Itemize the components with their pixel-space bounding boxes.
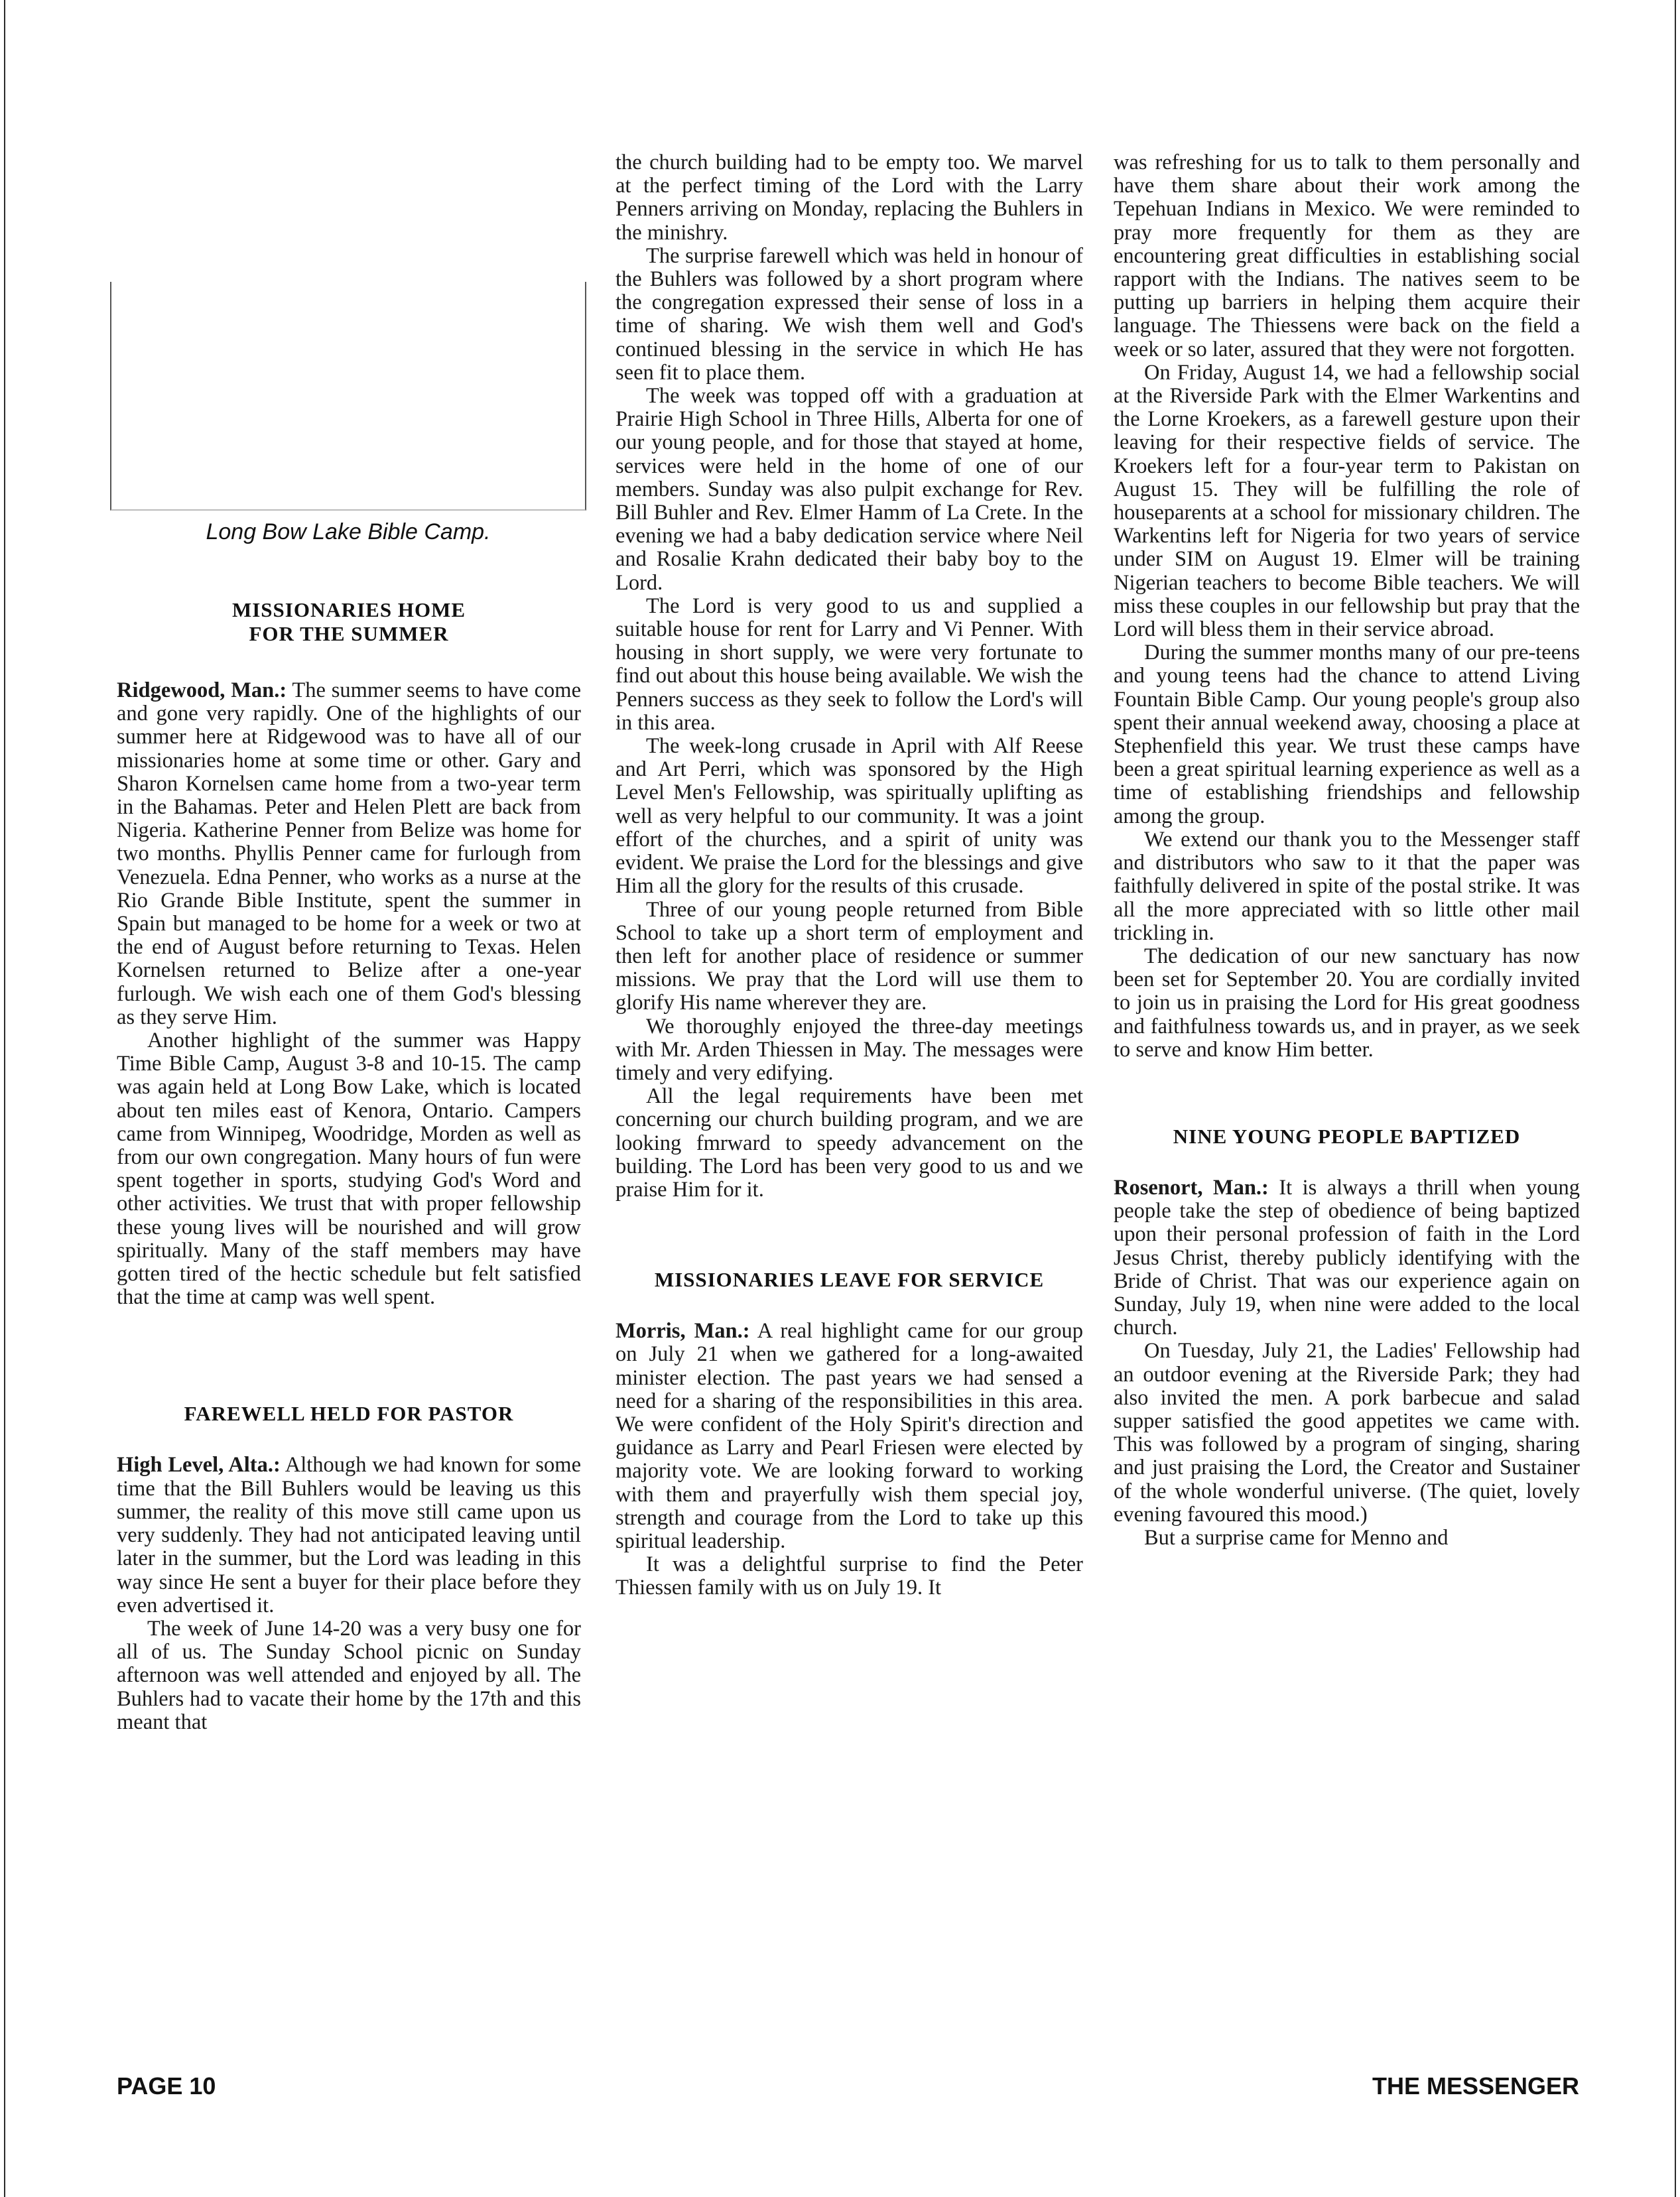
paragraph: The Lord is very good to us and supplied a suitable house for rent for Larry and Vi Penner. With housing in short supply, we were very fortunate to find out about this house being available. We wish the Penners success as they seek to follow the Lord's will in this area. [615, 594, 1083, 735]
page-edge-right [1675, 0, 1676, 2197]
headline-farewell-pastor: FAREWELL HELD FOR PASTOR [184, 1402, 514, 1426]
photo-caption: Long Bow Lake Bible Camp. [206, 519, 491, 544]
paragraph: The week of June 14-20 was a very busy one for all of us. The Sunday School picnic on Sunday afternoon was well attended and enjoyed by all. The Buhlers had to vacate their home by the 17th and this meant that [117, 1616, 581, 1734]
paragraph: the church building had to be empty too. We marvel at the perfect timing of the Lord with the Larry Penners arriving on Monday, replacing the Buhlers in the minishry. [615, 151, 1083, 245]
page-edge-left [4, 0, 5, 2197]
paragraph: Three of our young people returned from Bible School to take up a short term of employment and then left for another place of residence or summer missions. We pray that the Lord will use them to glorify His name wherever they are. [615, 897, 1083, 1015]
publication-name: THE MESSENGER [1372, 2072, 1579, 2100]
paragraph: All the legal requirements have been met concerning our church building program, and we are looking fmrward to speedy advancement on the building. The Lord has been very good to us and we praise Him for it. [615, 1084, 1083, 1202]
paragraph: The week was topped off with a graduation at Prairie High School in Three Hills, Alberta for one of our young people, and for those that stayed at home, services were held in the home of one of our members. Sunday was also pulpit exchange for Rev. Bill Buhler and Rev. Elmer Hamm of La Crete. In the evening we had a baby dedication service where Neil and Rosalie Krahn dedicated their baby boy to the Lord. [615, 384, 1083, 595]
dateline: Ridgewood, Man.: [117, 678, 287, 702]
paragraph: But a surprise came for Menno and [1144, 1525, 1449, 1550]
headline-young-people-baptized: NINE YOUNG PEOPLE BAPTIZED [1173, 1124, 1521, 1148]
paragraph: Morris, Man.: A real highlight came for our group on July 21 when we gathered for a long-awaited minister election. The past years we had sensed a need for a sharing of the responsibilities in this area. We were confident of the Holy Spirit's direction and guidance as Larry and Pearl Friesen were elected by majority vote. We are looking forward to working with them and prayerfully wish them special joy, strength and courage from the Lord to take up this spiritual leadership. [615, 1319, 1083, 1553]
paragraph: was refreshing for us to talk to them personally and have them share about their work among the Tepehuan Indians in Mexico. We were reminded to pray more frequently for them as they are encountering great difficulties in establishing social rapport with the Indians. The natives seem to be putting up barriers in helping them acquire their language. The Thiessens were back on the field a week or so later, assured that they were not forgotten. [1114, 151, 1580, 361]
paragraph: We extend our thank you to the Messenger staff and distributors who saw to it that the paper was faithfully delivered in spite of the postal strike. It was all the more appreciated with so little other mail trickling in. [1114, 827, 1580, 945]
headline-missionaries-home-line1: MISSIONARIES HOME [231, 598, 466, 621]
paragraph: During the summer months many of our pre-teens and young teens had the chance to attend Living Fountain Bible Camp. Our young people's group also spent their annual weekend away, choosing a place at Stephenfield this year. We trust these camps have been a great spiritual learning experience as well as a time of establishing friendships and fellowship among the group. [1114, 641, 1580, 828]
column-2 [615, 151, 1083, 1600]
paragraph: The surprise farewell which was held in honour of the Buhlers was followed by a short program where the congregation expressed their sense of loss in a time of sharing. We wish them well and God's continued blessing in the service in which He has seen fit to place them. [615, 243, 1083, 385]
paragraph: The dedication of our new sanctuary has now been set for September 20. You are cordially invited to join us in praising the Lord for His great goodness and faithfulness towards us, and in prayer, as we seek to serve and know Him better. [1114, 944, 1580, 1062]
paragraph: High Level, Alta.: Although we had known for some time that the Bill Buhlers would be leaving us this summer, the reality of this move still came upon us very suddenly. They had not anticipated leaving until later in the summer, but the Lord was leading in this way since He sent a buyer for their place before they even advertised it. [117, 1453, 581, 1617]
page-number: PAGE 10 [117, 2072, 216, 2100]
paragraph: Rosenort, Man.: It is always a thrill when young people take the step of obedience of being baptized upon their personal profession of faith in the Lord Jesus Christ, thereby publicly identifying with the Bride of Christ. That was our experience again on Sunday, July 19, when nine were added to the local church. [1114, 1175, 1580, 1340]
paragraph: Another highlight of the summer was Happy Time Bible Camp, August 3-8 and 10-15. The camp was again held at Long Bow Lake, which is located about ten miles east of Kenora, Ontario. Campers came from Winnipeg, Woodridge, Morden as well as from our own congregation. Many hours of fun were spent together in sports, studying God's Word and other activities. We trust that with proper fellowship these young lives will be nourished and will grow spiritually. Many of the staff members may have gotten tired of the hectic schedule but felt satisfied that the time at camp was well spent. [117, 1029, 581, 1310]
dateline: Morris, Man.: [615, 1319, 750, 1344]
dateline: Rosenort, Man.: [1114, 1175, 1269, 1200]
paragraph: On Friday, August 14, we had a fellowship social at the Riverside Park with the Elmer Warkentins and the Lorne Kroekers, as a farewell gesture upon their leaving for their respective fields of service. The Kroekers left for a four-year term to Pakistan on August 15. They will be fulfilling the role of houseparents at a school for missionary children. The Warkentins left for Nigeria for two years of service under SIM on August 19. Elmer will be training Nigerian teachers to become Bible teachers. We will miss these couples in our fellowship but pray that the Lord will bless them in their service abroad. [1114, 360, 1580, 642]
paragraph: We thoroughly enjoyed the three-day meetings with Mr. Arden Thiessen in May. The messages were timely and very edifying. [615, 1014, 1083, 1085]
paragraph: Ridgewood, Man.: The summer seems to have come and gone very rapidly. One of the highlights of our summer here at Ridgewood was to have all of our missionaries home at some time or other. Gary and Sharon Kornelsen came home from a two-year term in the Bahamas. Peter and Helen Plett are back from Nigeria. Katherine Penner from Belize was home for two months. Phyllis Penner came for furlough from Venezuela. Edna Penner, who works as a nurse at the Rio Grande Bible Institute, spent the summer in Spain but managed to be home for a week or two at the end of August before returning to Texas. Helen Kornelsen returned to Belize after a one-year furlough. We wish each one of them God's blessing as they serve Him. [117, 678, 581, 1029]
paragraph: It was a delightful surprise to find the Peter Thiessen family with us on July 19. It [615, 1552, 1083, 1600]
headline-missionaries-home-line2: FOR THE SUMMER [249, 622, 449, 645]
paragraph: The week-long crusade in April with Alf Reese and Art Perri, which was sponsored by the High Level Men's Fellowship, was spiritually uplifting as well as very helpful to our community. It was a joint effort of the churches, and a spirit of unity was evident. We praise the Lord for the blessings and give Him all the glory for the results of this crusade. [615, 734, 1083, 899]
column-3 [1114, 151, 1580, 1550]
paragraph: On Tuesday, July 21, the Ladies' Fellowship had an outdoor evening at the Riverside Park; they had also invited the men. A pork barbecue and salad supper satisfied the good appetites we came with. This was followed by a program of singing, sharing and just praising the Lord, the Creator and Sustainer of the whole wonderful universe. (The quiet, lovely evening favoured this mood.) [1114, 1339, 1580, 1527]
headline-missionaries-leave: MISSIONARIES LEAVE FOR SERVICE [654, 1268, 1045, 1292]
dateline: High Level, Alta.: [117, 1453, 281, 1477]
photo-placeholder [110, 282, 586, 511]
column-1 [117, 598, 581, 1734]
